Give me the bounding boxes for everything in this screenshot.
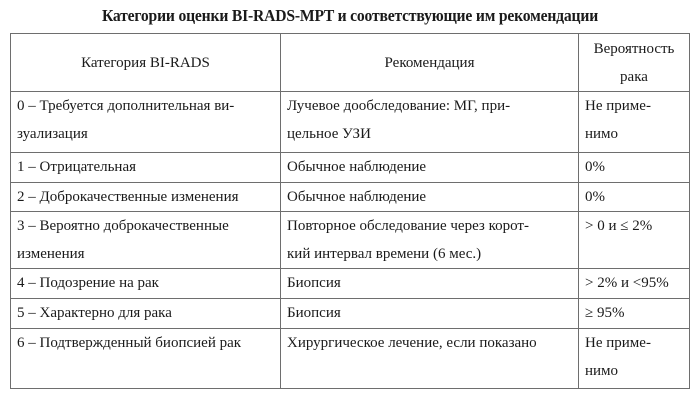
cell-text: Лучевое дообследование: МГ, при- <box>287 98 511 114</box>
cell-recommendation <box>281 329 579 389</box>
cell-text: 6 – Подтвержденный биопсией рак <box>17 335 242 351</box>
cell-text: > 2% и <95% <box>585 275 669 291</box>
cell-text: нимо <box>585 126 619 142</box>
cell-probability <box>579 329 690 389</box>
cell-category <box>11 212 281 269</box>
header-probability-line1: Вероятность <box>593 40 675 57</box>
cell-category <box>11 299 281 329</box>
table-header-row <box>11 34 690 92</box>
cell-text: 3 – Вероятно доброкачественные <box>17 218 229 234</box>
cell-text: Обычное наблюдение <box>287 159 427 175</box>
cell-recommendation <box>281 212 579 269</box>
cell-text: > 0 и ≤ 2% <box>585 218 653 234</box>
cell-probability <box>579 92 690 153</box>
header-probability-line2: рака <box>620 68 648 85</box>
cell-category <box>11 92 281 153</box>
cell-text: 2 – Доброкачественные изменения <box>17 189 239 205</box>
cell-text: Биопсия <box>287 275 341 291</box>
cell-probability <box>579 212 690 269</box>
cell-probability <box>579 299 690 329</box>
cell-text: изменения <box>17 246 85 262</box>
cell-probability <box>579 153 690 183</box>
cell-text: 5 – Характерно для рака <box>17 305 172 321</box>
cell-probability <box>579 269 690 299</box>
cell-text: Повторное обследование через корот- <box>287 218 529 234</box>
cell-text: Хирургическое лечение, если показано <box>287 335 537 351</box>
cell-category <box>11 153 281 183</box>
header-probability <box>579 34 690 92</box>
birads-table <box>10 33 690 389</box>
cell-text: Не приме- <box>585 98 651 114</box>
cell-text: нимо <box>585 363 619 379</box>
cell-category <box>11 269 281 299</box>
cell-recommendation <box>281 153 579 183</box>
document-title: Категории оценки BI-RADS-MPT и соответствующие им рекомендации <box>101 6 599 25</box>
cell-text: ≥ 95% <box>585 305 625 321</box>
cell-text: 0% <box>585 159 605 175</box>
cell-text: Не приме- <box>585 335 651 351</box>
cell-text: 1 – Отрицательная <box>17 159 137 175</box>
cell-probability <box>579 183 690 212</box>
cell-text: 0 – Требуется дополнительная ви- <box>17 98 235 114</box>
cell-text: зуализация <box>17 126 88 142</box>
header-category: Категория BI-RADS <box>11 34 281 92</box>
cell-recommendation <box>281 183 579 212</box>
table-row <box>11 269 690 299</box>
cell-text: 0% <box>585 189 605 205</box>
cell-recommendation <box>281 92 579 153</box>
table-row <box>11 183 690 212</box>
table-row <box>11 153 690 183</box>
cell-text: кий интервал времени (6 мес.) <box>287 246 482 262</box>
cell-text: 4 – Подозрение на рак <box>17 275 159 291</box>
table-row <box>11 329 690 389</box>
table-row <box>11 92 690 153</box>
cell-category <box>11 183 281 212</box>
table-row <box>11 212 690 269</box>
table-row <box>11 299 690 329</box>
cell-category <box>11 329 281 389</box>
header-recommendation: Рекомендация <box>281 34 579 92</box>
cell-recommendation <box>281 269 579 299</box>
cell-text: Обычное наблюдение <box>287 189 427 205</box>
cell-text: цельное УЗИ <box>287 126 371 142</box>
cell-recommendation <box>281 299 579 329</box>
cell-text: Биопсия <box>287 305 341 321</box>
